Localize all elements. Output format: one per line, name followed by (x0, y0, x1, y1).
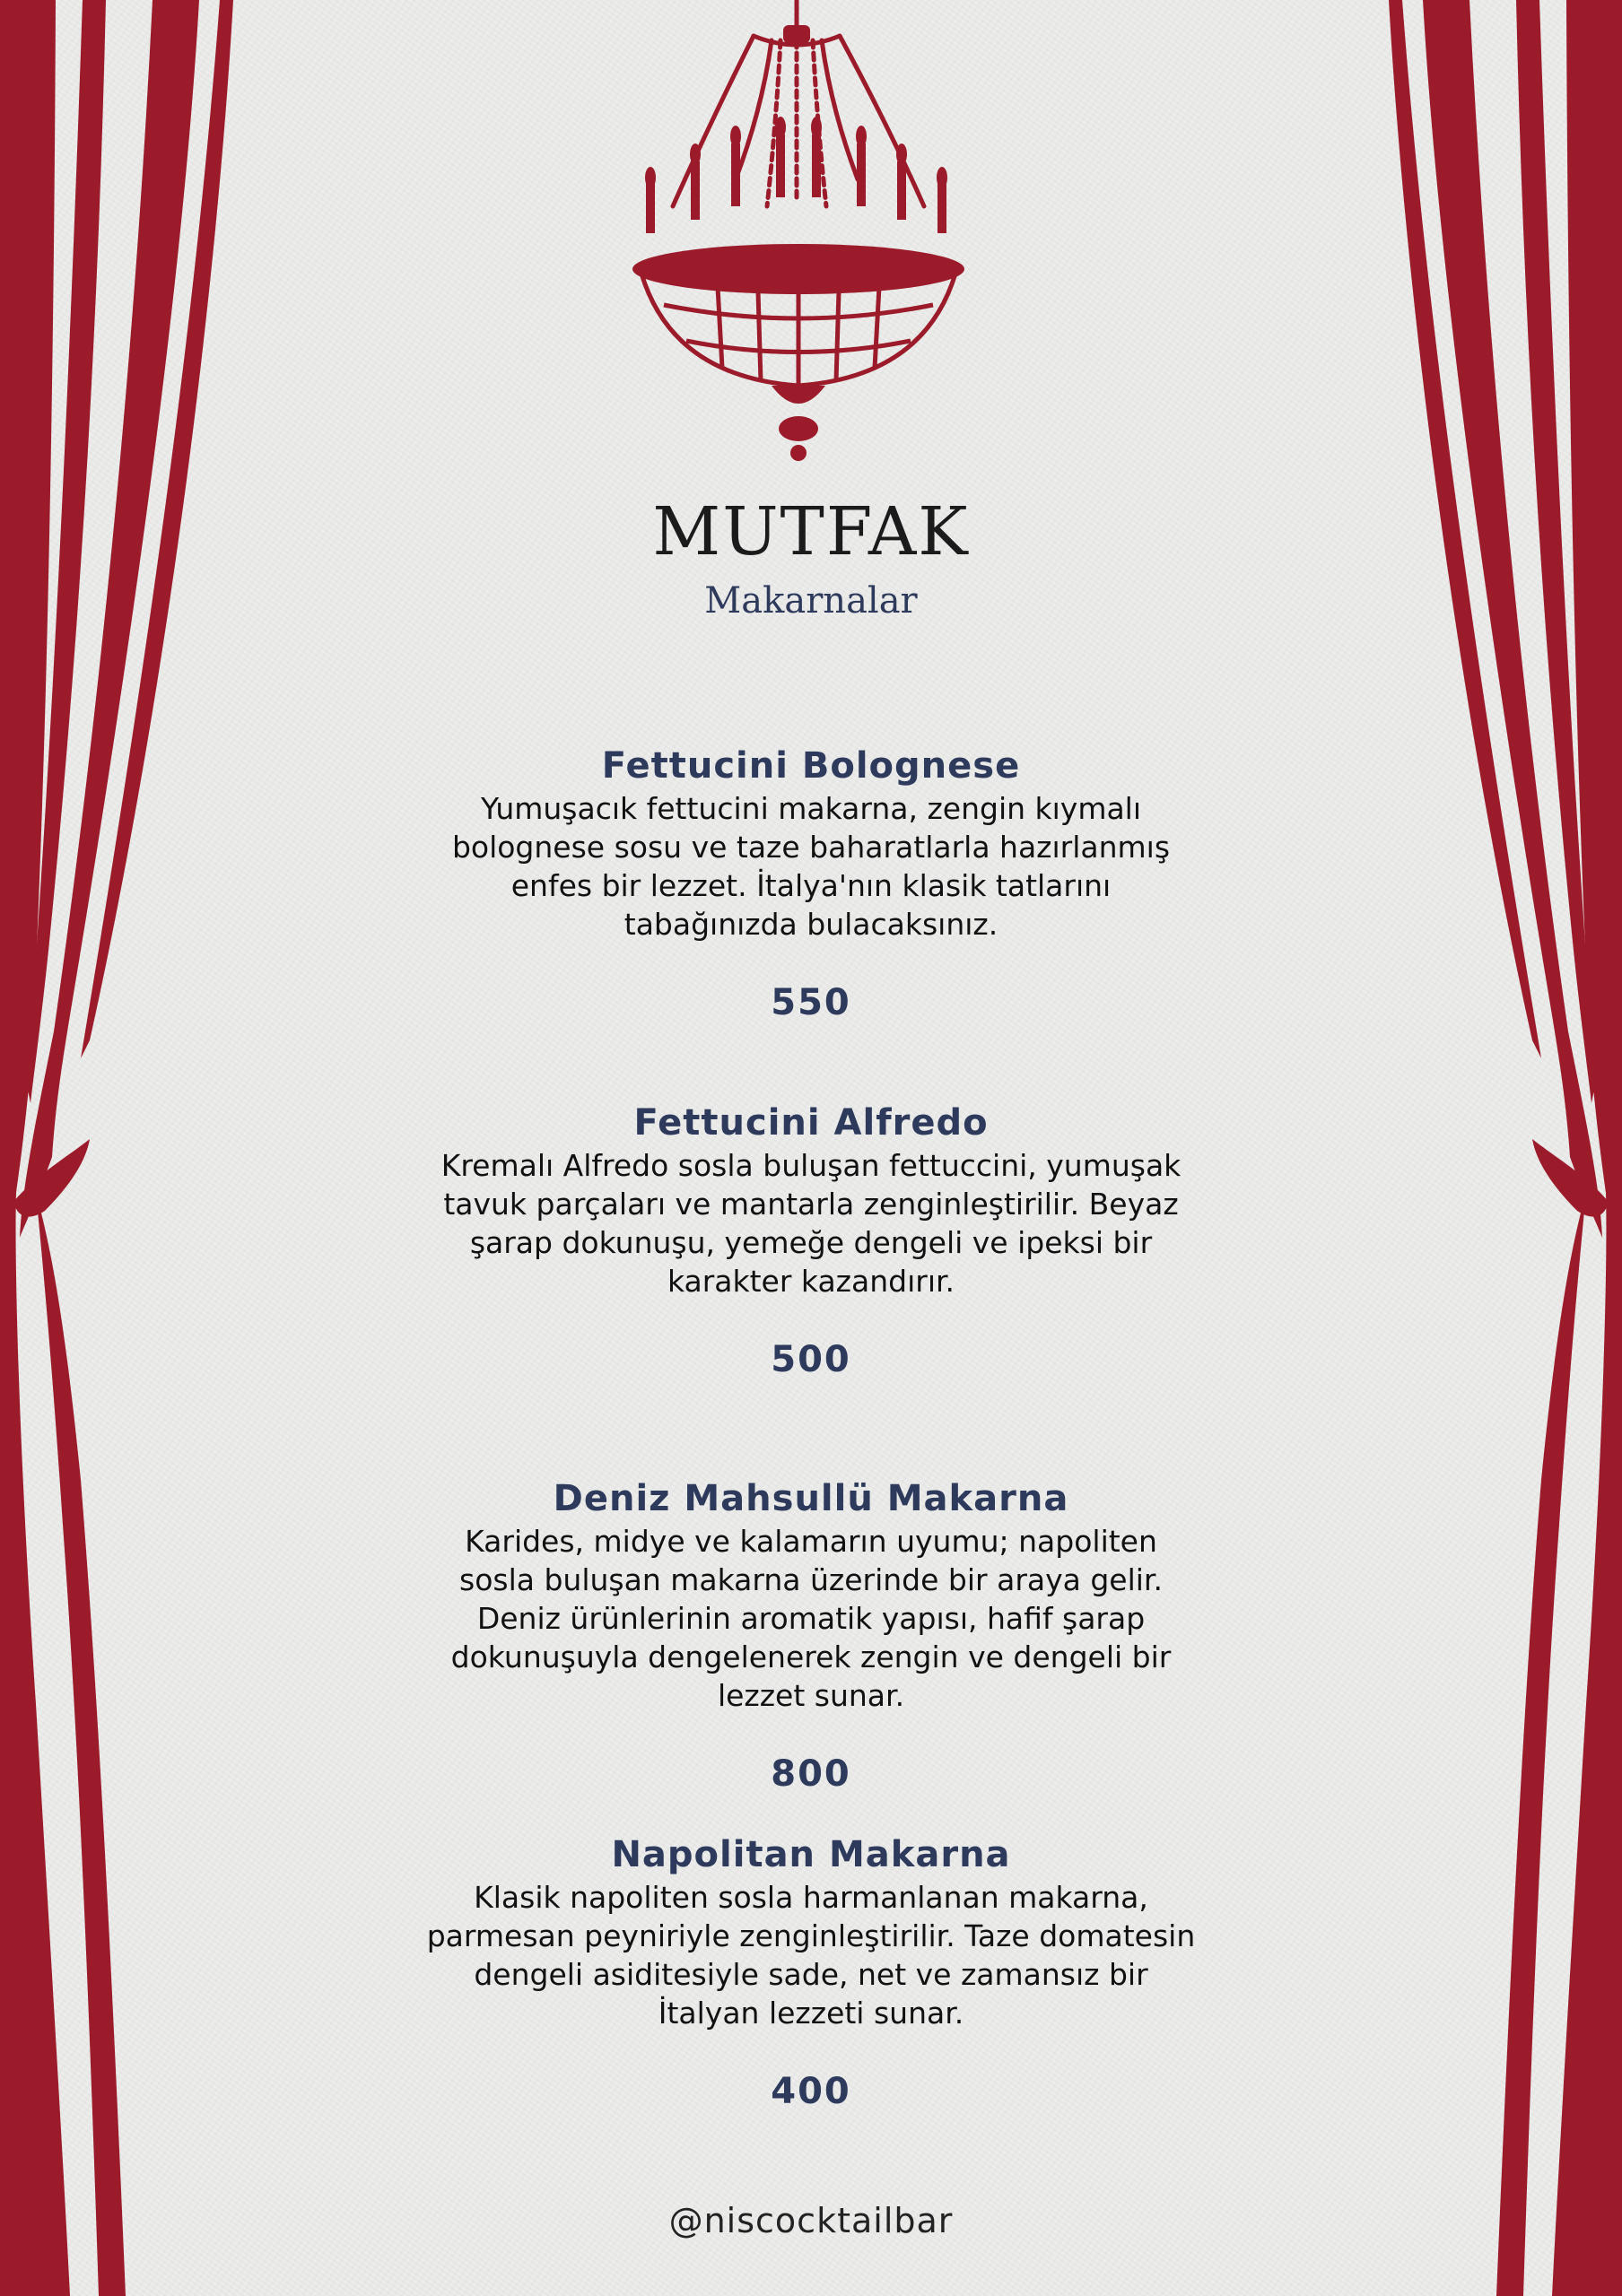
right-curtain-icon (1353, 0, 1622, 2296)
menu-item (407, 1100, 1215, 1383)
menu-item-name: Deniz Mahsullü Makarna (553, 1478, 1069, 1519)
menu-item-name: Fettucini Alfredo (633, 1102, 989, 1144)
social-handle-link[interactable]: @niscocktailbar (668, 2201, 954, 2240)
menu-item-price: 500 (771, 1339, 851, 1380)
menu-item (407, 1475, 1215, 1797)
section-subtitle: Makarnalar (704, 580, 918, 622)
menu-item-price: 550 (771, 982, 851, 1023)
menu-item-name: Fettucini Bolognese (601, 745, 1021, 787)
menu-item-description: Kremalı Alfredo sosla buluşan fettuccini, yumuşak tavuk parçaları ve mantarla zenginleştirilir. Beyaz şarap dokunuşu, yemeğe dengeli ve ipeksi bir karakter kazandırır. (440, 1148, 1182, 1299)
left-curtain-icon (0, 0, 269, 2296)
page-title: MUTFAK (652, 493, 970, 570)
menu-item-name: Napolitan Makarna (611, 1834, 1011, 1875)
menu-item-price: 800 (771, 1753, 851, 1795)
menu-item (407, 1831, 1215, 2115)
menu-item-description: Klasik napoliten sosla harmanlanan makarna, parmesan peyniriyle zenginleştirilir. Taze domatesin dengeli asiditesiyle sade, net ve zamansız bir İtalyan lezzeti sunar. (426, 1880, 1196, 2031)
menu-item-description: Yumuşacık fettucini makarna, zengin kıymalı bolognese sosu ve taze baharatlarla hazırlanmış enfes bir lezzet. İtalya'nın klasik tatlarını tabağınızda bulacaksınız. (451, 791, 1171, 942)
menu-item (407, 743, 1215, 1026)
chandelier-icon (619, 0, 978, 466)
menu-item-description: Karides, midye ve kalamarın uyumu; napoliten sosla buluşan makarna üzerinde bir araya gelir. Deniz ürünlerinin aromatik yapısı, hafif şarap dokunuşuyla dengelenerek zengin ve dengeli bir lezzet sunar. (450, 1524, 1172, 1713)
menu-item-price: 400 (771, 2071, 851, 2112)
